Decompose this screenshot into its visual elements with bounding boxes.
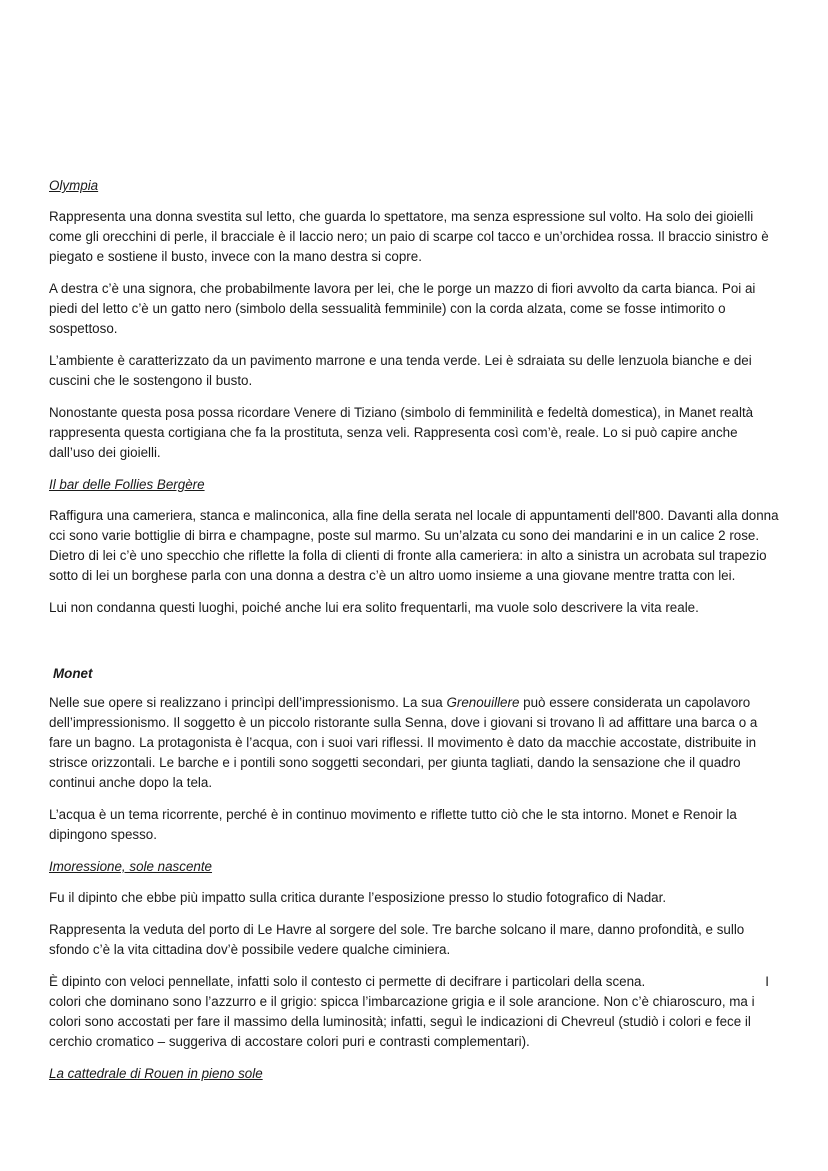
text-run: È dipinto con veloci pennellate, infatti solo il contesto ci permette di decifrare i particolari della scena. <box>49 974 646 989</box>
paragraph: Fu il dipinto che ebbe più impatto sulla critica durante l’esposizione presso lo studio fotografico di Nadar. <box>49 890 667 905</box>
paragraph: L’acqua è un tema ricorrente, perché è in continuo movimento e riflette tutto ciò che le sta intorno. Monet e Renoir la dipingono spesso. <box>49 807 737 842</box>
paragraph: Lui non condanna questi luoghi, poiché anche lui era solito frequentarli, ma vuole solo descrivere la vita reale. <box>49 600 699 615</box>
artwork-title: Grenouillere <box>446 695 520 710</box>
section-title-cattedrale: La cattedrale di Rouen in pieno sole <box>49 1066 263 1081</box>
paragraph: Raffigura una cameriera, stanca e malinconica, alla fine della serata nel locale di appuntamenti dell'800. Davanti alla donna cci sono varie bottiglie di birra e champagne, poste sul marmo. Su un’alzata cu sono dei mandarini e in un calice 2 rose. Dietro di lei c’è uno specchio che riflette la folla di clienti di fronte alla cameriera: in alto a sinistra un acrobata sul trapezio sotto di lei un borghese parla con una donna a destra c’è un altro uomo insieme a una giovane mentre tratta con lei. <box>49 508 779 583</box>
spacer <box>49 630 780 664</box>
text-mark: I <box>765 974 769 989</box>
paragraph <box>49 693 780 793</box>
paragraph <box>49 972 780 1052</box>
paragraph: Nonostante questa posa possa ricordare Venere di Tiziano (simbolo di femminilità e fedeltà domestica), in Manet realtà rappresenta questa cortigiana che fa la prostituta, senza veli. Rappresenta così com’è, reale. Lo si può capire anche dall’uso dei gioielli. <box>49 405 754 460</box>
text-run: colori che dominano sono l’azzurro e il grigio: spicca l’imbarcazione grigia e il sole arancione. Non c’è chiaroscuro, ma i colori sono accostati per fare il massimo della luminosità; infatti, seguì le indicazioni di Chevreul (studiò i colori e fece il cerchio cromatico – suggeriva di accostare colori puri e contrasti complementari). <box>49 994 755 1049</box>
section-title-bar: Il bar delle Follies Bergère <box>49 477 205 492</box>
paragraph: A destra c’è una signora, che probabilmente lavora per lei, che le porge un mazzo di fiori avvolto da carta bianca. Poi ai piedi del letto c’è un gatto nero (simbolo della sessualità femminile) con la corda alzata, come se fosse intimorito o sospettoso. <box>49 281 756 336</box>
text-run: può essere considerata un capolavoro dell’impressionismo. Il soggetto è un piccolo ristorante sulla Senna, dove i giovani si trovano lì ad affittare una barca o a fare un bagno. La protagonista è l’acqua, con i suoi vari riflessi. Il movimento è dato da macchie accostate, distribuite in strisce orizzontali. Le barche e i pontili sono soggetti secondari, per giunta tagliati, dando la sensazione che il quadro continui anche dopo la tela. <box>49 695 758 790</box>
paragraph: L’ambiente è caratterizzato da un pavimento marrone e una tenda verde. Lei è sdraiata su delle lenzuola bianche e dei cuscini che le sostengono il busto. <box>49 353 752 388</box>
text-run: Nelle sue opere si realizzano i princìpi dell’impressionismo. La sua <box>49 695 447 710</box>
section-title-impressione: Imoressione, sole nascente <box>49 859 213 874</box>
paragraph: Rappresenta una donna svestita sul letto, che guarda lo spettatore, ma senza espressione sul volto. Ha solo dei gioielli come gli orecchini di perle, il bracciale è il laccio nero; un paio di scarpe col tacco e un’orchidea rossa. Il braccio sinistro è piegato e sostiene il busto, invece con la mano destra si copre. <box>49 209 769 264</box>
paragraph: Rappresenta la veduta del porto di Le Havre al sorgere del sole. Tre barche solcano il mare, danno profondità, e sullo sfondo c’è la vita cittadina dov’è possibile vedere qualche ciminiera. <box>49 922 745 957</box>
section-title-monet: Monet <box>53 666 93 681</box>
section-title-olympia: Olympia <box>49 178 99 193</box>
